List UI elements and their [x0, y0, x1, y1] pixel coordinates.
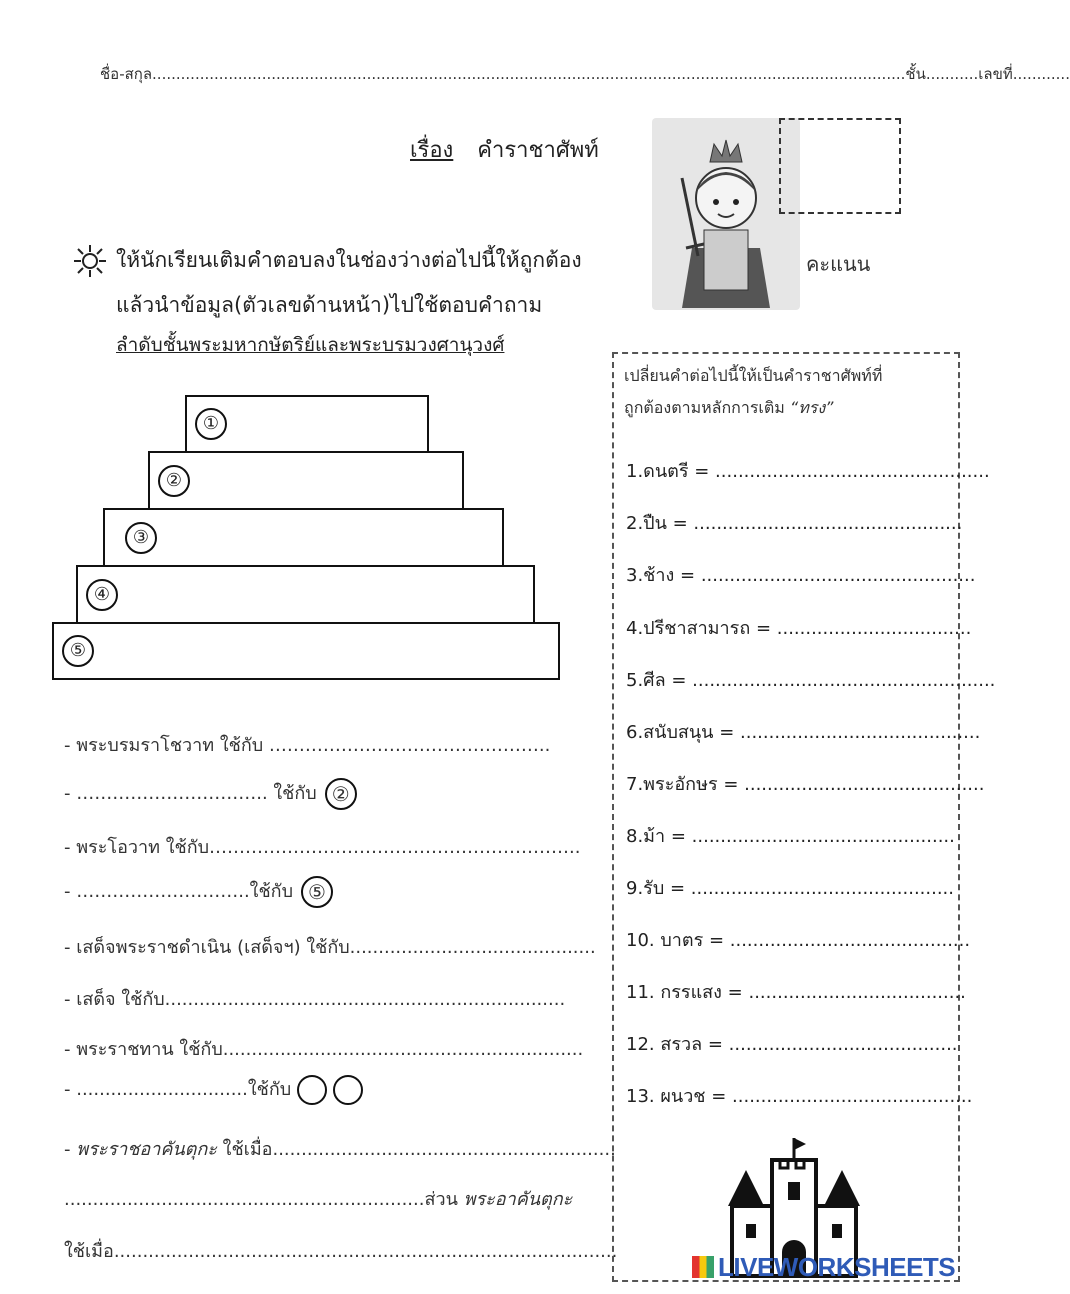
class-label: ชั้น: [905, 65, 926, 83]
score-label: คะแนน: [806, 252, 871, 276]
number-label: เลขที่: [978, 65, 1013, 83]
page-title: [410, 132, 599, 167]
question-9[interactable]: 9.รับ = ..............................................: [626, 878, 954, 899]
level-number: ②: [158, 465, 190, 497]
question-2[interactable]: 2.ปืน = ...............................................: [626, 513, 963, 534]
question-6[interactable]: 6.สนับสนุน = ..........................................: [626, 722, 981, 743]
panel-heading: [624, 360, 954, 424]
title-prefix: เรื่อง: [410, 138, 454, 163]
prince-illustration: [652, 118, 800, 310]
sun-icon: [72, 243, 108, 279]
item-guest[interactable]: [64, 1184, 572, 1213]
item-italic: พระราชอาคันตุกะ: [76, 1139, 217, 1160]
circle-number: ②: [325, 778, 357, 810]
name-field[interactable]: ..............................................................................................................................................................: [152, 65, 906, 83]
level-number: ③: [125, 522, 157, 554]
level-number: ⑤: [62, 635, 94, 667]
panel-heading-line2: [624, 392, 954, 424]
logo-text: LIVEWORKSHEETS: [718, 1252, 956, 1282]
question-7[interactable]: 7.พระอักษร = ..........................................: [626, 774, 985, 795]
class-field[interactable]: ...........: [925, 65, 979, 83]
pyramid-level-2[interactable]: [148, 451, 464, 510]
name-label: ชื่อ-สกุล: [100, 65, 153, 83]
question-10[interactable]: 10. บาตร = ..........................................: [626, 930, 971, 951]
question-4[interactable]: 4.ปรีชาสามารถ = ..................................: [626, 618, 972, 639]
pyramid-level-4[interactable]: [76, 565, 535, 624]
item-italic: พระอาคันตุกะ: [463, 1189, 573, 1210]
item-royal-guest[interactable]: [64, 1134, 616, 1163]
instruction-line-2: แล้วนำข้อมูล(ตัวเลขด้านหน้า)ไปใช้ตอบคำถาม: [116, 293, 543, 317]
item-guest-when[interactable]: ใช้เมื่อ........................................................................................: [64, 1241, 618, 1262]
empty-circle[interactable]: [297, 1075, 327, 1105]
circle-number: ⑤: [301, 876, 333, 908]
item-text: - ………………………..ใช้กับ: [64, 881, 293, 902]
item-text: ส่วน: [424, 1189, 464, 1210]
level-number: ①: [195, 408, 227, 440]
student-info-line: [100, 62, 1070, 86]
heading-emphasis: “ทรง”: [789, 398, 834, 417]
question-13[interactable]: 13. ผนวช = ..........................................: [626, 1086, 973, 1107]
empty-circle[interactable]: [333, 1075, 363, 1105]
hierarchy-subheading: ลำดับชั้นพระมหากษัตริย์และพระบรมวงศานุวงศ์: [116, 334, 505, 356]
pyramid-level-1[interactable]: [185, 395, 429, 453]
question-1[interactable]: 1.ดนตรี = ................................................: [626, 461, 990, 482]
question-12[interactable]: 12. สรวล = ........................................: [626, 1034, 958, 1055]
item-level2[interactable]: [64, 778, 357, 810]
item-dots: ...............................................................: [64, 1189, 425, 1210]
item-royal-speech[interactable]: - พระบรมราโชวาท ใช้กับ ………………………………………..: [64, 735, 551, 756]
item-phraratchathan[interactable]: - พระราชทาน ใช้กับ...............................................................: [64, 1039, 584, 1060]
heading-text: ถูกต้องตามหลักการเติม: [624, 398, 790, 417]
item-text: - ..............................ใช้กับ: [64, 1079, 292, 1100]
item-ovat[interactable]: - พระโอวาท ใช้กับ……………………………………………………..: [64, 837, 581, 858]
question-8[interactable]: 8.ม้า = ..............................................: [626, 826, 955, 847]
item-level5[interactable]: [64, 876, 333, 908]
pyramid-level-5[interactable]: [52, 622, 560, 680]
item-sadet-phraratchadamnoen[interactable]: - เสด็จพระราชดำเนิน (เสด็จฯ) ใช้กับ...........................................: [64, 937, 596, 958]
item-text: - ………………………….. ใช้กับ: [64, 783, 317, 804]
item-dash: -: [64, 1139, 77, 1160]
pyramid-level-3[interactable]: [103, 508, 504, 567]
liveworksheets-logo: [692, 1252, 955, 1283]
question-3[interactable]: 3.ช้าง = ................................................: [626, 565, 976, 586]
item-text: ใช้เมื่อ............................................................: [216, 1139, 616, 1160]
item-blank-circles[interactable]: [64, 1074, 363, 1105]
question-5[interactable]: 5.ศีล = .....................................................: [626, 670, 996, 691]
prince-icon: [652, 118, 800, 310]
question-11[interactable]: 11. กรรแสง = ......................................: [626, 982, 966, 1003]
item-sadet[interactable]: - เสด็จ ใช้กับ......................................................................: [64, 989, 566, 1010]
title-text: คำราชาศัพท์: [477, 138, 599, 163]
score-box[interactable]: [779, 118, 901, 214]
panel-heading-line1: เปลี่ยนคำต่อไปนี้ให้เป็นคำราชาศัพท์ที่: [624, 366, 883, 385]
level-number: ④: [86, 579, 118, 611]
logo-mark-icon: [692, 1256, 714, 1278]
number-field[interactable]: ............: [1012, 65, 1070, 83]
instruction-line-1: ให้นักเรียนเติมคำตอบลงในช่องว่างต่อไปนี้ให้ถูกต้อง: [116, 248, 582, 272]
